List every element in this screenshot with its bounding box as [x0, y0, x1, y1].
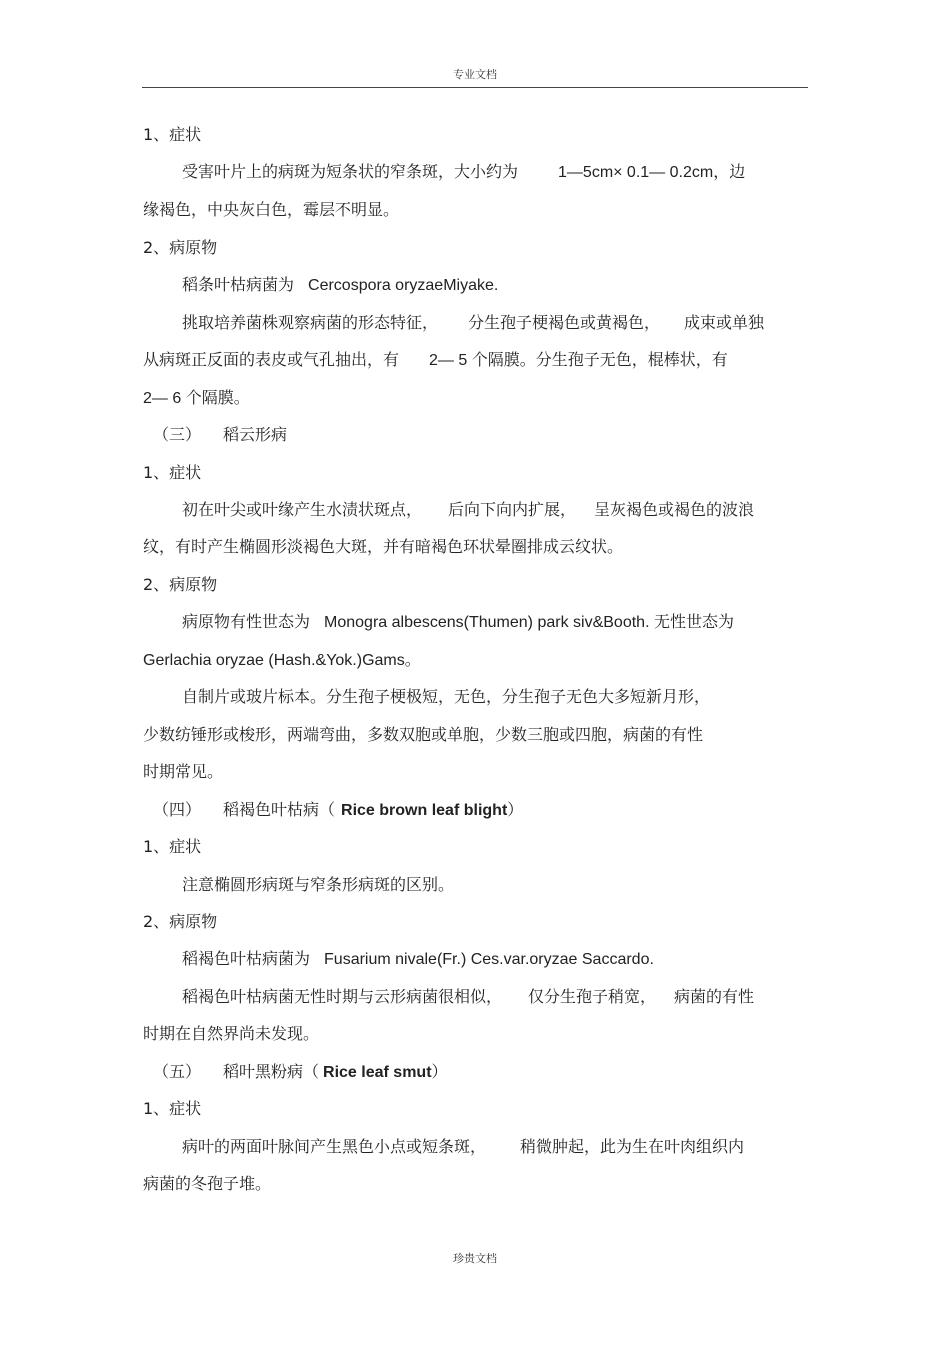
paragraph-line: 纹，有时产生椭圆形淡褐色大斑，并有暗褐色环状晕圈排成云纹状。	[143, 537, 624, 556]
paragraph-line: 稻褐色叶枯病菌无性时期与云形病菌很相似， 仅分生孢子稍宽， 病菌的有性	[182, 987, 755, 1006]
page-footer: 珍贵文档	[453, 1252, 497, 1265]
paragraph-line: 自制片或玻片标本。分生孢子梗极短，无色，分生孢子无色大多短新月形，	[182, 687, 711, 706]
paragraph-line: 2— 6 个隔膜。	[143, 390, 250, 407]
paragraph-line: 病原物有性世态为 Monogra albescens(Thumen) park siv&Booth. 无性世态为	[182, 612, 734, 631]
section-heading: 2、病原物	[143, 238, 218, 257]
section-heading: 1、症状	[143, 125, 202, 144]
header-divider	[142, 87, 808, 88]
paragraph-line: 时期在自然界尚未发现。	[143, 1024, 320, 1043]
section-heading: 2、病原物	[143, 912, 218, 931]
paragraph-line: Gerlachia oryzae (Hash.&Yok.)Gams。	[143, 652, 421, 669]
paragraph-line: 稻褐色叶枯病菌为 Fusarium nivale(Fr.) Ces.var.oryzae Saccardo.	[182, 949, 654, 968]
paragraph-line: 受害叶片上的病斑为短条状的窄条斑，大小约为 1—5cm× 0.1— 0.2cm，边	[182, 162, 746, 181]
paragraph-line: 从病斑正反面的表皮或气孔抽出，有 2— 5 个隔膜。分生孢子无色，棍棒状，有	[143, 350, 728, 369]
paragraph-line: 缘褐色，中央灰白色，霉层不明显。	[143, 200, 400, 219]
paragraph-line: 稻条叶枯病菌为 Cercospora oryzaeMiyake.	[182, 275, 499, 294]
section-heading: 1、症状	[143, 1099, 202, 1118]
paragraph-line: 注意椭圆形病斑与窄条形病斑的区别。	[182, 875, 455, 894]
section-title: （三） 稻云形病	[153, 425, 288, 444]
paragraph-line: 病叶的两面叶脉间产生黑色小点或短条斑， 稍微肿起，此为生在叶肉组织内	[182, 1137, 745, 1156]
paragraph-line: 时期常见。	[143, 762, 224, 781]
section-title: （四） 稻褐色叶枯病（ Rice brown leaf blight）	[153, 800, 524, 819]
section-heading: 1、症状	[143, 837, 202, 856]
paragraph-line: 病菌的冬孢子堆。	[143, 1174, 272, 1193]
section-title: （五） 稻叶黑粉病（ Rice leaf smut）	[153, 1062, 448, 1081]
paragraph-line: 少数纺锤形或梭形，两端弯曲，多数双胞或单胞，少数三胞或四胞，病菌的有性	[143, 725, 704, 744]
paragraph-line: 初在叶尖或叶缘产生水渍状斑点， 后向下向内扩展， 呈灰褐色或褐色的波浪	[182, 500, 755, 519]
page-header: 专业文档	[453, 68, 497, 81]
paragraph-line: 挑取培养菌株观察病菌的形态特征， 分生孢子梗褐色或黄褐色， 成束或单独	[182, 313, 765, 332]
section-heading: 2、病原物	[143, 575, 218, 594]
section-heading: 1、症状	[143, 463, 202, 482]
